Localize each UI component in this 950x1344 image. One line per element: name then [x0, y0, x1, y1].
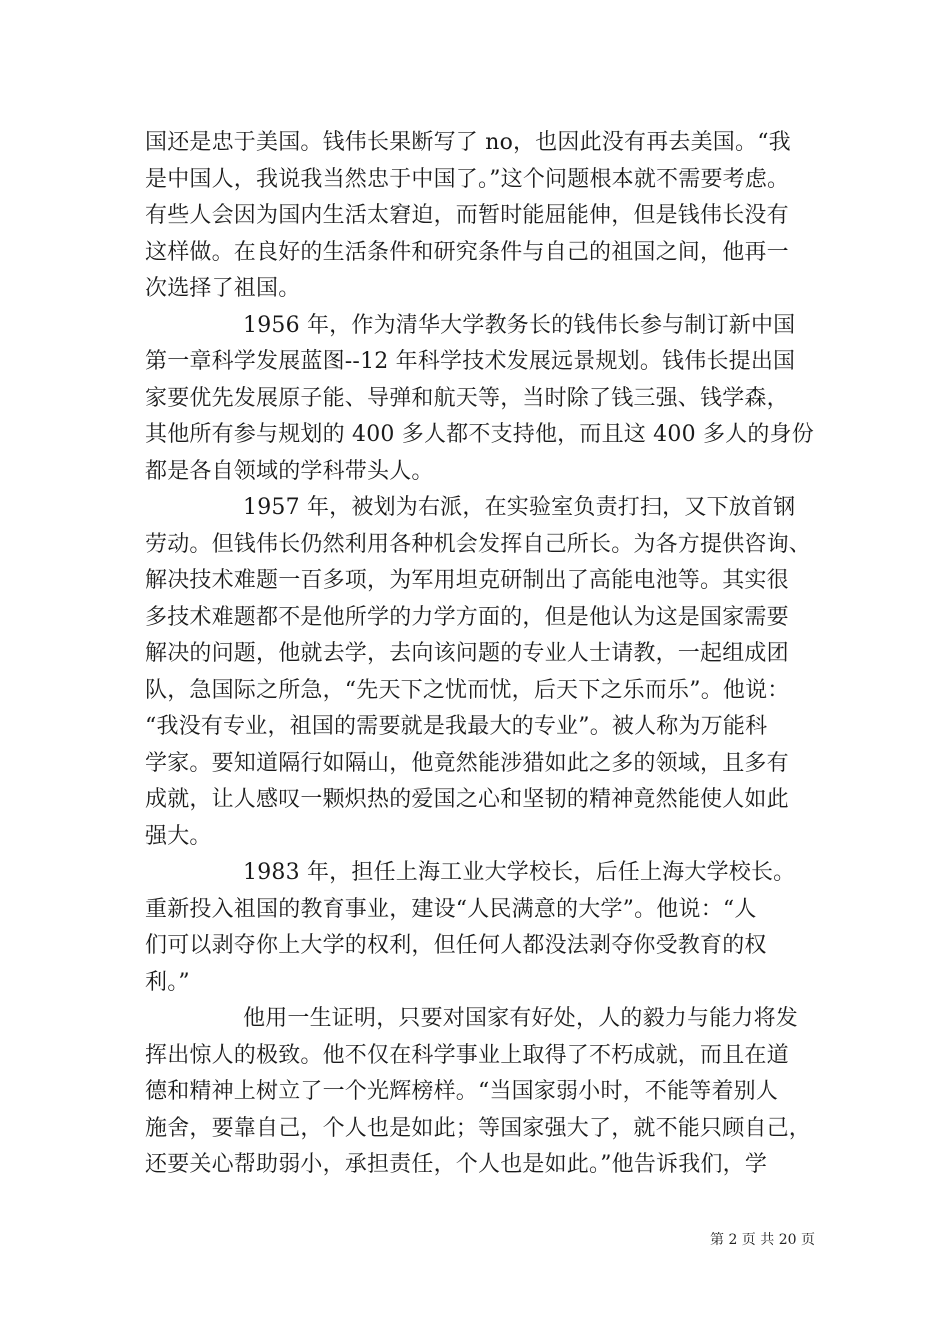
- text-line: 还要关心帮助弱小，承担责任，个人也是如此。”他告诉我们，学: [145, 1152, 768, 1177]
- text-line: 挥出惊人的极致。他不仅在科学事业上取得了不朽成就，而且在道: [145, 1043, 789, 1068]
- text-line: 第一章科学发展蓝图--12 年科学技术发展远景规划。钱伟长提出国: [145, 349, 796, 374]
- paragraph-start-line: 1956 年，作为清华大学教务长的钱伟长参与制订新中国: [243, 313, 796, 338]
- text-line: 多技术难题都不是他所学的力学方面的，但是他认为这是国家需要: [145, 605, 789, 630]
- paragraph-start-line: 他用一生证明，只要对国家有好处，人的毅力与能力将发: [243, 1006, 799, 1031]
- text-line: 次选择了祖国。: [145, 276, 301, 301]
- text-line: 家要优先发展原子能、导弹和航天等，当时除了钱三强、钱学森，: [145, 386, 789, 411]
- text-line: 是中国人，我说我当然忠于中国了。”这个问题根本就不需要考虑。: [145, 167, 790, 192]
- text-line: 其他所有参与规划的 400 多人都不支持他，而且这 400 多人的身份: [145, 422, 814, 447]
- text-line: 学家。要知道隔行如隔山，他竟然能涉猎如此之多的领域，且多有: [145, 751, 789, 776]
- text-line: 劳动。但钱伟长仍然利用各种机会发挥自己所长。为各方提供咨询、: [145, 532, 812, 557]
- text-line: 解决的问题，他就去学，去向该问题的专业人士请教，一起组成团: [145, 641, 789, 666]
- text-line: 有些人会因为国内生活太窘迫，而暂时能屈能伸，但是钱伟长没有: [145, 203, 789, 228]
- text-line: “我没有专业，祖国的需要就是我最大的专业”。被人称为万能科: [145, 714, 768, 739]
- paragraph-start-line: 1957 年，被划为右派，在实验室负责打扫，又下放首钢: [243, 495, 796, 520]
- text-line: 国还是忠于美国。钱伟长果断写了 no，也因此没有再去美国。“我: [145, 130, 791, 155]
- paragraph-start-line: 1983 年，担任上海工业大学校长，后任上海大学校长。: [243, 860, 796, 885]
- text-line: 队，急国际之所急，“先天下之忧而忧，后天下之乐而乐”。他说：: [145, 678, 790, 703]
- text-line: 都是各自领域的学科带头人。: [145, 459, 434, 484]
- page-number-footer: 第 2 页 共 20 页: [710, 1232, 815, 1248]
- text-line: 强大。: [145, 824, 212, 849]
- text-line: 德和精神上树立了一个光辉榜样。“当国家弱小时，不能等着别人: [145, 1079, 779, 1104]
- text-line: 利。”: [145, 970, 190, 995]
- text-line: 成就，让人感叹一颗炽热的爱国之心和坚韧的精神竟然能使人如此: [145, 787, 789, 812]
- text-line: 们可以剥夺你上大学的权利，但任何人都没法剥夺你受教育的权: [145, 933, 767, 958]
- text-line: 解决技术难题一百多项，为军用坦克研制出了高能电池等。其实很: [145, 568, 789, 593]
- text-line: 施舍，要靠自己，个人也是如此；等国家强大了，就不能只顾自己，: [145, 1116, 812, 1141]
- text-line: 重新投入祖国的教育事业，建设“人民满意的大学”。他说：“人: [145, 897, 757, 922]
- text-line: 这样做。在良好的生活条件和研究条件与自己的祖国之间，他再一: [145, 240, 789, 265]
